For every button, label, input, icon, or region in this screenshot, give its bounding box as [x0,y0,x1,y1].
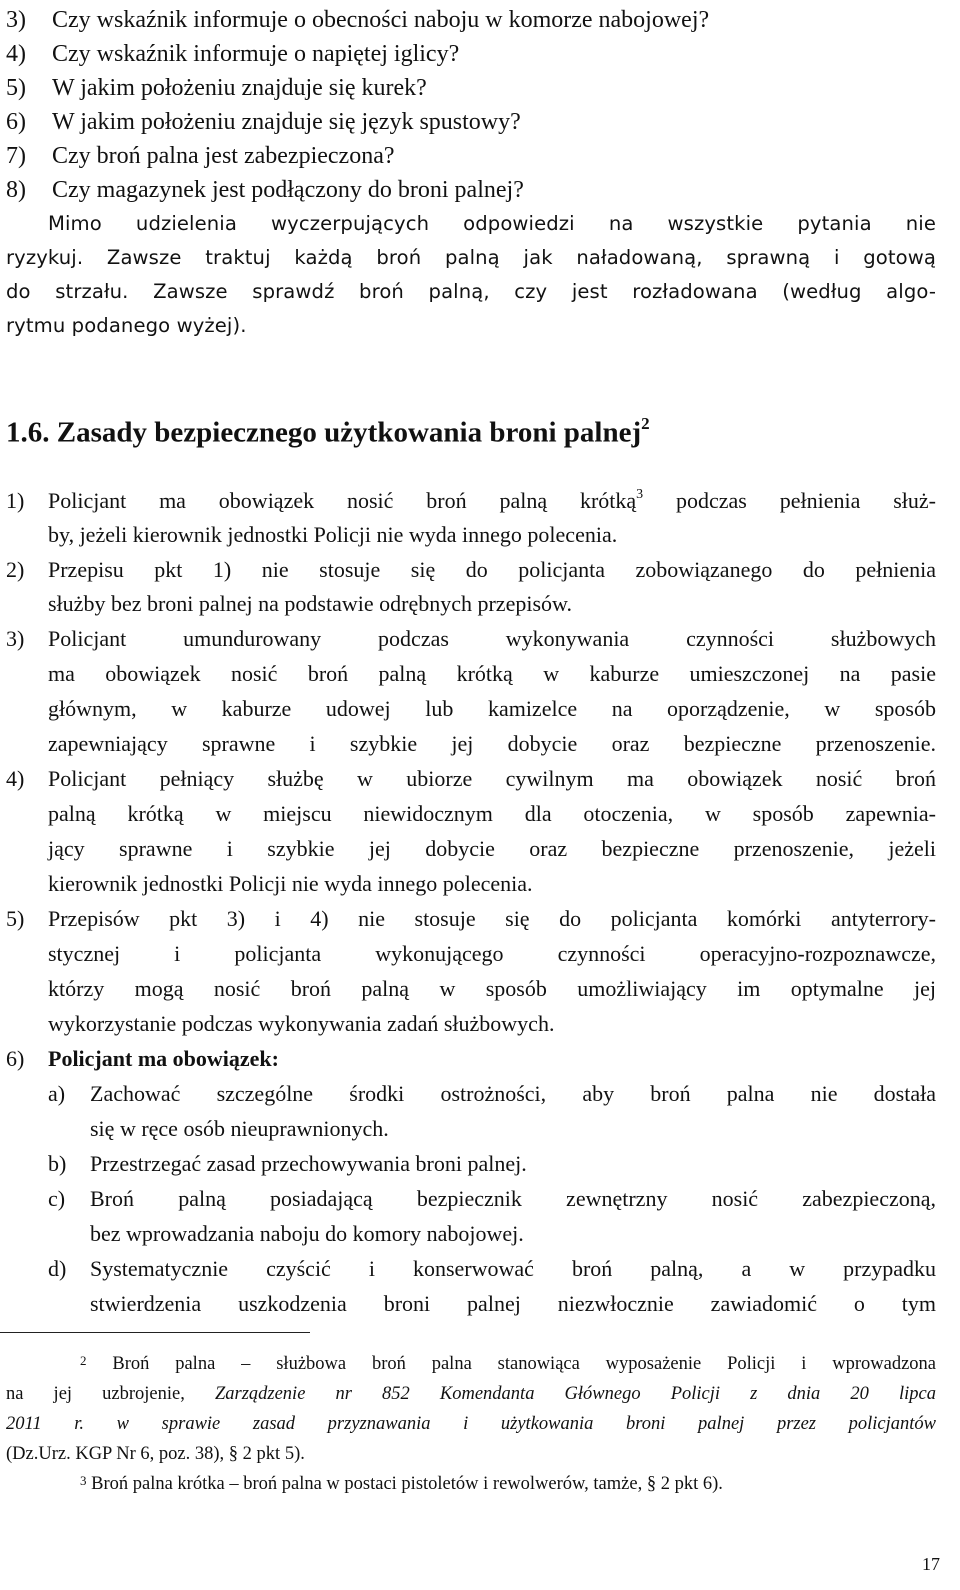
page-number: 17 [922,1554,940,1574]
item-text: W jakim położeniu znajduje się język spustowy? [52,109,521,135]
item-line: jący sprawne i szybkie jej dobycie oraz bezpieczne przenoszenie, jeżeli [48,836,936,861]
footnote-line: $^2$ Broń palna – służbowa broń palna stanowiąca wyposażenie Policji i wprowadzona [80,1353,936,1374]
footnote-ref: 2 [641,414,650,433]
item-line: Systematycznie czyścić i konserwować broń palną, a w przypadku [90,1256,936,1281]
item-text: W jakim położeniu znajduje się kurek? [52,75,427,101]
footnote-line: (Dz.Urz. KGP Nr 6, poz. 38), § 2 pkt 5). [6,1444,305,1464]
footnote-number: 2 [80,1353,87,1368]
footnote-line: na jej uzbrojenie, Zarządzenie nr 852 Komendanta Głównego Policji z dnia 20 lipca [6,1384,936,1404]
item-number: 8) [6,177,26,203]
section-title: 1.6. Zasady bezpiecznego użytkowania broni palnej [6,416,642,449]
item-letter: b) [48,1151,67,1176]
item-line: Przepisu pkt 1) nie stosuje się do policjanta zobowiązanego do pełnienia [48,557,936,582]
item-letter: c) [48,1186,66,1211]
item-number: 3) [6,7,26,33]
item-text: Czy wskaźnik informuje o napiętej iglicy? [52,41,460,67]
paragraph-line: do strzału. Zawsze sprawdź broń palną, czy jest rozładowana (według algo- [6,280,936,303]
item-text: Czy broń palna jest zabezpieczona? [52,143,395,169]
item-number: 6) [6,109,26,135]
paragraph-line: Mimo udzielenia wyczerpujących odpowiedzi na wszystkie pytania nie [48,212,936,235]
item-line: bez wprowadzania naboju do komory nabojowej. [90,1221,524,1246]
footnote-separator [0,1332,310,1333]
item-text: Czy magazynek jest podłączony do broni palnej? [52,177,524,203]
item-line: Przestrzegać zasad przechowywania broni palnej. [90,1151,527,1176]
item-line: Policjant umundurowany podczas wykonywania czynności służbowych [48,626,936,651]
section-heading [6,408,650,451]
item-line: stycznej i policjanta wykonującego czynności operacyjno-rozpoznawcze, [48,941,936,966]
item-letter: d) [48,1256,67,1281]
item-number: 5) [6,906,25,931]
item-text: Czy wskaźnik informuje o obecności naboju w komorze nabojowej? [52,7,710,33]
item-line: kierownik jednostki Policji nie wyda innego polecenia. [48,871,533,896]
item-line: by, jeżeli kierownik jednostki Policji nie wyda innego polecenia. [48,522,618,547]
item-line: którzy mogą nosić broń palną w sposób umożliwiający im optymalne jej [48,976,936,1001]
item-line: ma obowiązek nosić broń palną krótką w kaburze umieszczonej na pasie [48,661,936,686]
item-line: zapewniający sprawne i szybkie jej dobycie oraz bezpieczne przenoszenie. [48,731,936,756]
item-number: 3) [6,626,25,651]
footnote-line: 2011 r. w sprawie zasad przyznawania i użytkowania broni palnej przez policjantów [6,1414,936,1434]
item-line: Broń palną posiadającą bezpiecznik zewnętrzny nosić zabezpieczoną, [90,1186,936,1211]
item-number: 5) [6,75,26,101]
item-line: Policjant pełniący służbę w ubiorze cywilnym ma obowiązek nosić broń [48,766,936,791]
footnote-ref: 3 [636,487,644,502]
item-line: się w ręce osób nieuprawnionych. [90,1116,389,1141]
item-line: służby bez broni palnej na podstawie odrębnych przepisów. [48,591,572,616]
item-number: 1) [6,488,25,513]
item-line: wykorzystanie podczas wykonywania zadań służbowych. [48,1011,555,1036]
item-number: 4) [6,41,26,67]
item-line: palną krótką w miejscu niewidocznym dla otoczenia, w sposób zapewnia- [48,801,936,826]
item-number: 4) [6,766,25,791]
item-number: 6) [6,1046,25,1071]
item-line: Przepisów pkt 3) i 4) nie stosuje się do policjanta komórki antyterrory- [48,906,936,931]
footnote-line: $^3$ Broń palna krótka – broń palna w postaci pistoletów i rewolwerów, tamże, § 2 pkt 6). [80,1473,723,1494]
item-line: głównym, w kaburze udowej lub kamizelce na oporządzenie, w sposób [48,696,936,721]
paragraph-line: ryzykuj. Zawsze traktuj każdą broń palną jak naładowaną, sprawną i gotową [6,246,936,269]
item-line: stwierdzenia uszkodzenia broni palnej niezwłocznie zawiadomić o tym [90,1291,936,1316]
item-letter: a) [48,1081,66,1106]
item-number: 2) [6,557,25,582]
item-number: 7) [6,143,26,169]
item-heading: Policjant ma obowiązek: [48,1046,279,1071]
item-line: Zachować szczególne środki ostrożności, aby broń palna nie dostała [90,1081,936,1106]
footnote-number: 3 [80,1473,87,1488]
paragraph-line: rytmu podanego wyżej). [6,314,247,337]
item-line: Policjant ma obowiązek nosić broń palną krótką$^3$ podczas pełnienia służ- [48,487,936,513]
